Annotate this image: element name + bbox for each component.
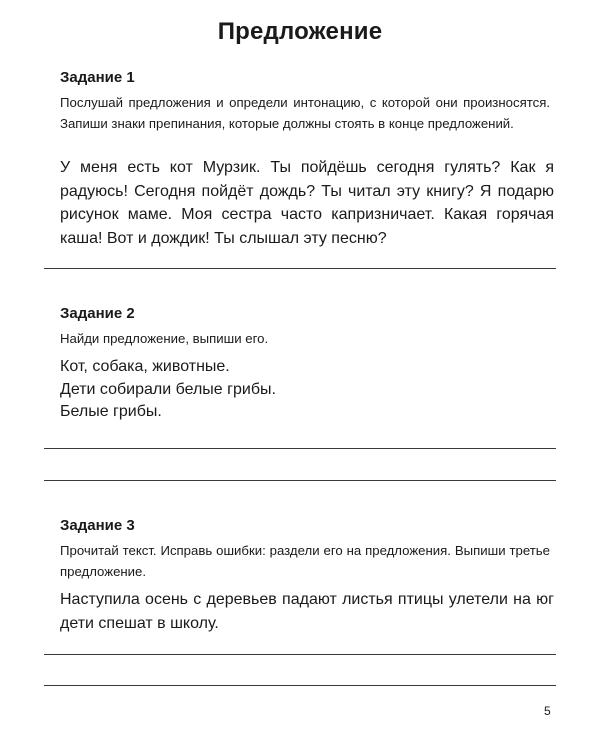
answer-line-3a[interactable]: [44, 654, 556, 655]
answer-line-2a[interactable]: [44, 448, 556, 449]
page-number: 5: [544, 704, 551, 718]
answer-line-1[interactable]: [44, 268, 556, 269]
task-1-heading: Задание 1: [60, 69, 135, 86]
task-2-option: Дети собирали белые грибы.: [60, 380, 276, 398]
task-1-instruction: Послушай предложения и определи интонацию, с которой они произносятся. Запиши знаки препинания, которые должны стоять в конце предложений.: [60, 95, 550, 131]
task-2-instruction: Найди предложение, выпиши его.: [60, 331, 269, 346]
task-2-options: [60, 356, 276, 424]
task-2-heading: Задание 2: [60, 305, 135, 322]
task-3-instruction: Прочитай текст. Исправь ошибки: раздели его на предложения. Выпиши третье предложение.: [60, 543, 550, 579]
task-1-text: У меня есть кот Мурзик. Ты пойдёшь сегодня гулять? Как я радуюсь! Сегодня пойдёт дождь? Ты читал эту книгу? Я подарю рисунок маме. Моя сестра часто капризничает. Какая горячая каша! Вот и дождик! Ты слышал эту песню?: [60, 159, 554, 247]
task-2-option: Белые грибы.: [60, 403, 162, 420]
answer-line-2b[interactable]: [44, 480, 556, 481]
task-3-text: Наступила осень с деревьев падают листья птицы улетели на юг дети спешат в школу.: [60, 591, 554, 632]
page-title: Предложение: [217, 18, 383, 45]
task-3-heading: Задание 3: [60, 517, 135, 534]
task-2-option: Кот, собака, животные.: [60, 358, 230, 375]
answer-line-3b[interactable]: [44, 685, 556, 686]
